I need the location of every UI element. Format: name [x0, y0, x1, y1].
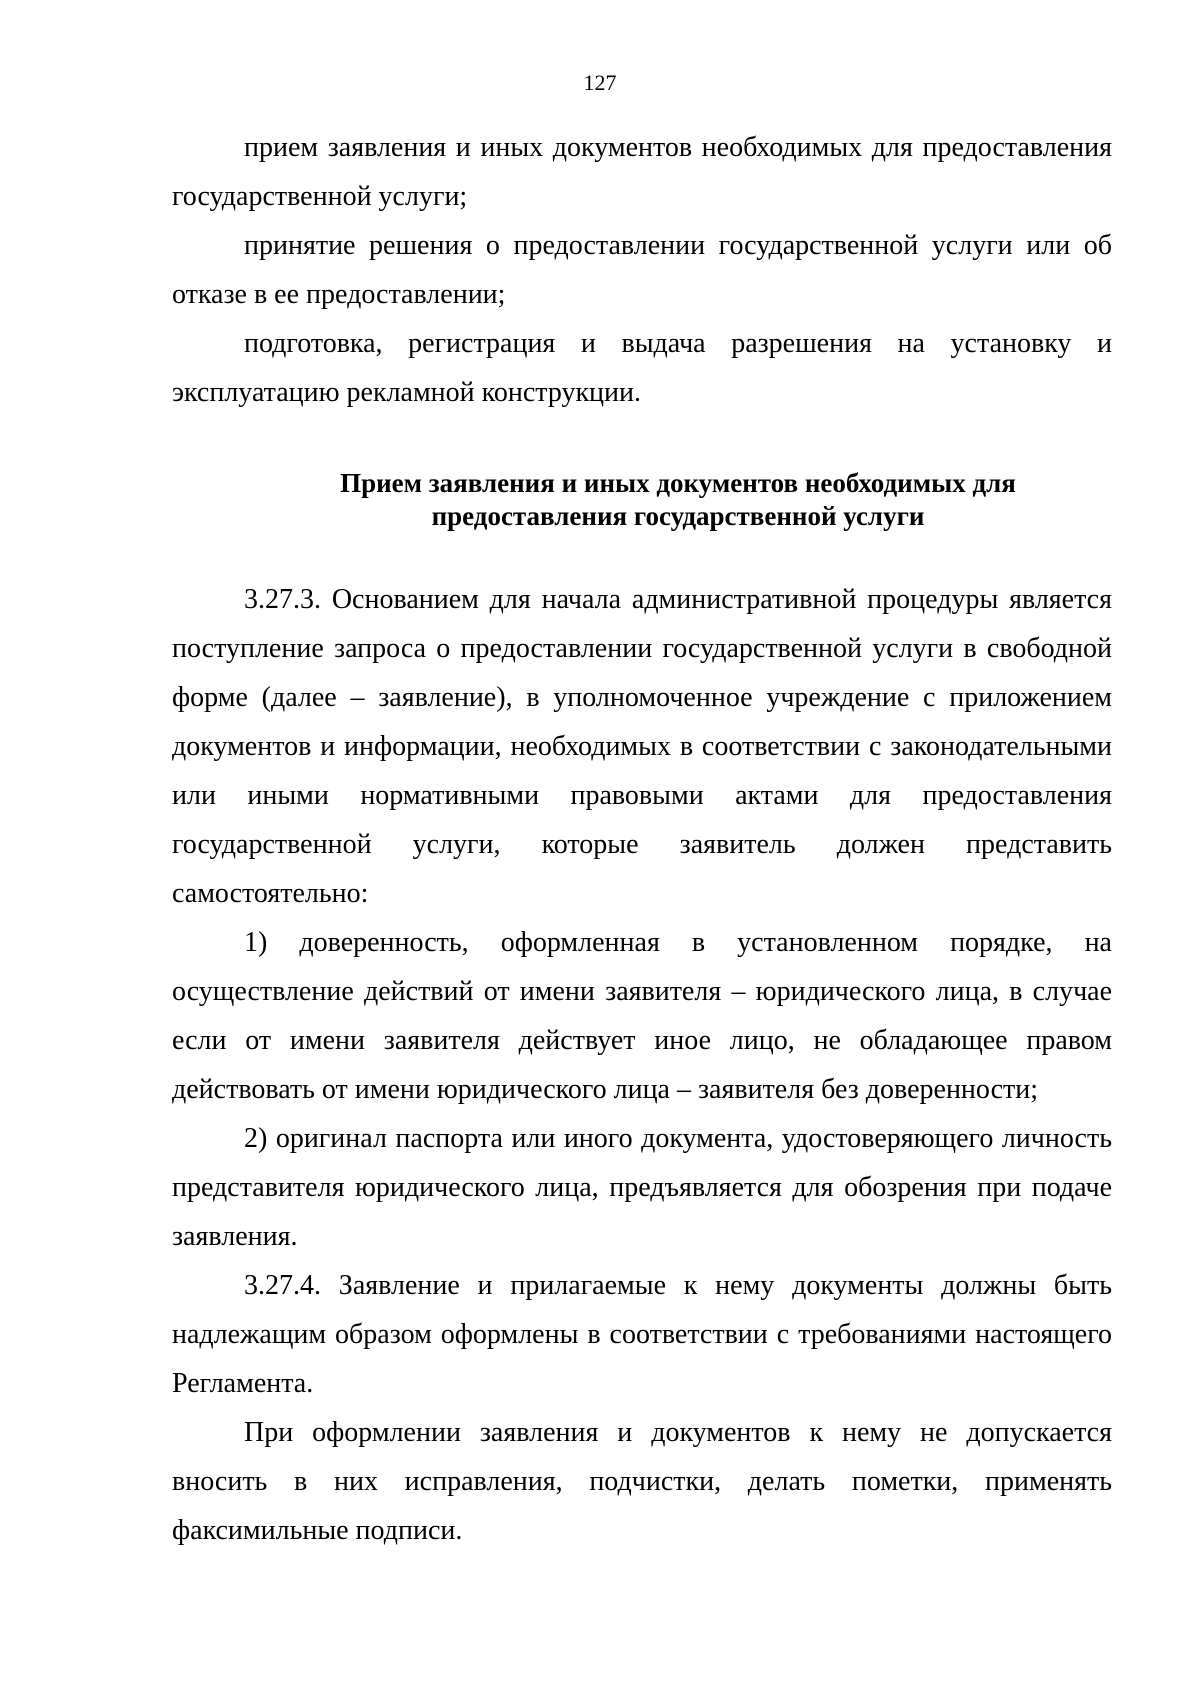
paragraph-3-27-4: 3.27.4. Заявление и прилагаемые к нему документы должны быть надлежащим образом оформлены в соответствии с требованиями настоящего Регламента.: [172, 1270, 1112, 1399]
page-content: [172, 123, 1112, 1555]
paragraph-intro-3: подготовка, регистрация и выдача разрешения на установку и эксплуатацию рекламной конструкции.: [172, 328, 1112, 408]
section-heading-line-1: Прием заявления и иных документов необходимых для: [340, 468, 1016, 498]
section-heading-line-2: предоставления государственной услуги: [431, 501, 925, 531]
paragraph-3-27-3: 3.27.3. Основанием для начала административной процедуры является поступление запроса о предоставлении государственной услуги в свободной форме (далее – заявление), в уполномоченное учреждение с приложением документов и информации, необходимых в соответствии с законодательными или иными нормативными правовыми актами для предоставления государственной услуги, которые заявитель должен представить самостоятельно:: [172, 584, 1112, 909]
section-heading: [172, 467, 1112, 533]
paragraph-item-2: 2) оригинал паспорта или иного документа, удостоверяющего личность представителя юридического лица, предъявляется для обозрения при подаче заявления.: [172, 1123, 1112, 1252]
paragraph-restrictions: При оформлении заявления и документов к нему не допускается вносить в них исправления, подчистки, делать пометки, применять факсимильные подписи.: [172, 1417, 1112, 1546]
paragraph-intro-1: прием заявления и иных документов необходимых для предоставления государственной услуги;: [172, 132, 1112, 212]
paragraph-item-1: 1) доверенность, оформленная в установленном порядке, на осуществление действий от имени заявителя – юридического лица, в случае если от имени заявителя действует иное лицо, не обладающее правом действовать от имени юридического лица – заявителя без доверенности;: [172, 927, 1112, 1105]
page-number: 127: [583, 70, 617, 95]
paragraph-intro-2: принятие решения о предоставлении государственной услуги или об отказе в ее предоставлении;: [172, 230, 1112, 310]
